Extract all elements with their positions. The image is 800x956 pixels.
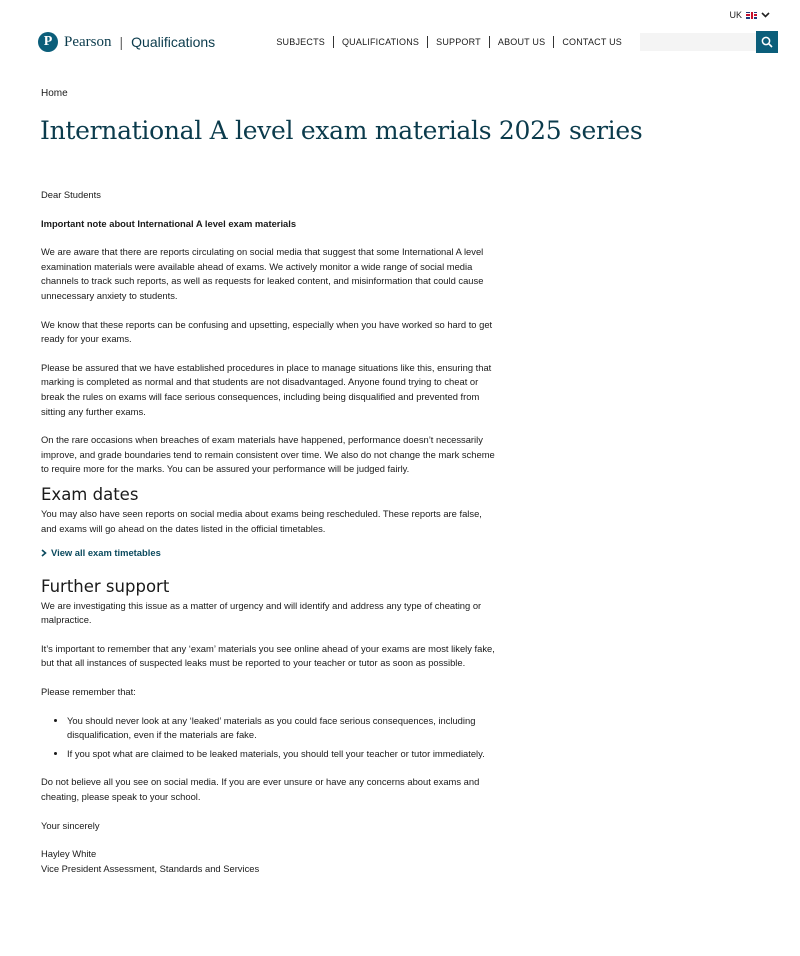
note-heading: Important note about International A level exam materials	[41, 217, 297, 229]
pearson-logo[interactable]	[38, 32, 215, 52]
signatory-name: Hayley White	[41, 848, 97, 860]
search-icon	[761, 36, 773, 48]
intro-paragraph: On the rare occasions when breaches of exam materials have happened, performance doesn’t necessarily improve, and grade boundaries tend to remain consistent over time. We also do not change the mark scheme to require more for the marks. You can be assured your performance will be judged fairly.	[41, 434, 495, 475]
nav-contact-us[interactable]: CONTACT US	[553, 36, 630, 48]
search-box	[640, 31, 778, 53]
support-paragraph: It’s important to remember that any ‘exam’ materials you see online ahead of your exams are most likely fake, but that all instances of suspected leaks must be reported to your teacher or tutor as soon as possible.	[41, 642, 495, 669]
intro-paragraph: We are aware that there are reports circulating on social media that suggest that some International A level examination materials were available ahead of exams. We actively monitor a wide range of social media channels to track such reports, as well as requests for leaked content, and misinformation that could cause unnecessary anxiety to students.	[41, 246, 484, 301]
chevron-down-icon	[761, 10, 770, 20]
nav-subjects[interactable]: SUBJECTS	[276, 37, 325, 47]
nav-support[interactable]: SUPPORT	[427, 36, 489, 48]
exam-dates-heading: Exam dates	[41, 484, 139, 504]
pearson-logo-icon: P	[38, 32, 58, 52]
signatory-role: Vice President Assessment, Standards and Services	[41, 862, 260, 874]
locale-selector[interactable]	[729, 10, 770, 20]
exam-dates-text: You may also have seen reports on social media about exams being rescheduled. These reports are false, and exams will go ahead on the dates listed in the official timetables.	[41, 507, 482, 534]
intro-paragraph: Please be assured that we have established procedures in place to manage situations like this, ensuring that marking is completed as normal and that students are not disadvantaged. Anyone found trying to cheat or break the rules on exams will face serious consequences, including being disqualified and prevented from sitting any further exams.	[41, 361, 492, 417]
further-support-heading: Further support	[41, 576, 170, 596]
greeting: Dear Students	[41, 189, 101, 200]
brand-subtitle: Qualifications	[131, 34, 216, 50]
breadcrumb	[41, 88, 68, 99]
site-header	[38, 28, 778, 56]
locale-label: UK	[729, 10, 742, 20]
exam-timetables-link-label: View all exam timetables	[51, 547, 161, 559]
list-item: • If you spot what are claimed to be leaked materials, you should tell your teacher or tutor immediately.	[67, 747, 496, 762]
main-nav	[268, 36, 630, 48]
reminder-list	[41, 714, 496, 762]
signature-block	[41, 819, 496, 877]
brand-separator: |	[119, 34, 124, 50]
chevron-right-icon	[41, 549, 47, 557]
search-input[interactable]	[640, 33, 756, 51]
list-item: • You should never look at any ‘leaked’ materials as you could face serious consequences, including disqualification, even if the materials are fake.	[67, 714, 496, 743]
exam-timetables-link[interactable]	[41, 546, 161, 561]
breadcrumb-home[interactable]: Home	[41, 88, 68, 99]
nav-qualifications[interactable]: QUALIFICATIONS	[333, 36, 427, 48]
support-paragraph: We are investigating this issue as a matter of urgency and will identify and address any type of cheating or malpractice.	[41, 599, 482, 626]
closing-paragraph: Do not believe all you see on social media. If you are ever unsure or have any concerns about exams and cheating, please speak to your school.	[41, 776, 480, 803]
signoff: Your sincerely	[41, 819, 100, 831]
search-button[interactable]	[756, 31, 778, 53]
uk-flag-icon	[746, 12, 757, 19]
intro-paragraph: We know that these reports can be confusing and upsetting, especially when you have worked so hard to get ready for your exams.	[41, 318, 493, 345]
main-content	[41, 188, 496, 876]
brand-name: Pearson	[64, 33, 112, 50]
page-title: International A level exam materials 2025 series	[40, 116, 643, 145]
support-paragraph: Please remember that:	[41, 686, 136, 698]
nav-about-us[interactable]: ABOUT US	[489, 36, 553, 48]
